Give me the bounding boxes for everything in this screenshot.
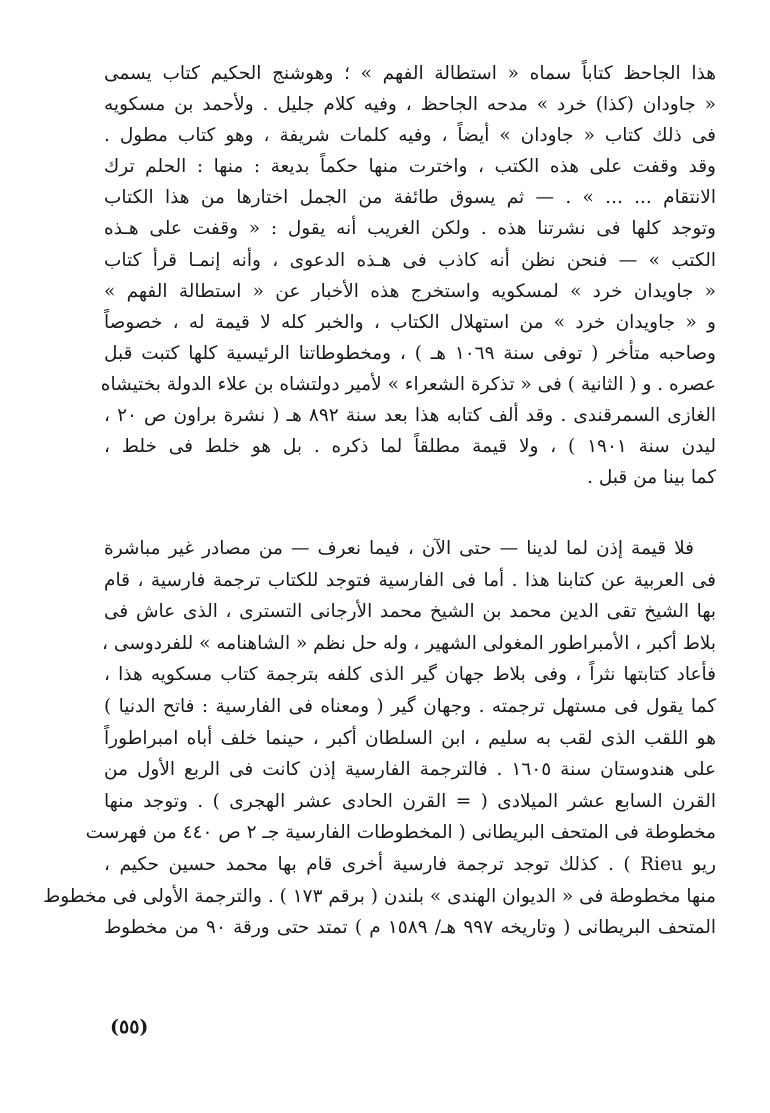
text-line: الانتقام ... ... » . — ثم يسوق طائفة من الجمل اختارها من هذا الكتاب (104, 187, 716, 209)
text-line: وتوجد كلها فى نشرتنا هذه . ولكن الغريب أنه يقول : « وقفت على هـذه (104, 218, 716, 240)
text-line: كما بينا من قبل . (587, 467, 716, 489)
text-line: وصاحبه متأخر ( توفى سنة ١٠٦٩ هـ ) ، ومخطوطاتنا الرئيسية كلها كتبت قبل (104, 342, 716, 364)
text-line: « جاودان (كذا) خرد » مدحه الجاحظ ، وفيه كلام جليل . ولأحمد بن مسكويه (104, 94, 716, 116)
text-line: ريو Rieu ) . كذلك توجد ترجمة فارسية أخرى قام بها محمد حسين حكيم ، (104, 853, 716, 875)
paragraph-2 (43, 533, 716, 944)
text-line: مخطوطة فى المتحف البريطانى ( المخطوطات الفارسية جـ ٢ ص ٤٤٠ من فهرست (85, 822, 716, 844)
text-line: فأعاد كتابتها نثراً ، وفى بلاط جهان گير الذى كلفه بترجمة كتاب مسكويه هذا ، (104, 664, 716, 686)
paragraph-1 (100, 58, 716, 493)
text-line: الكتب » — فنحن نظن أنه كاذب فى هـذه الدعوى ، وأنه إنمـا قرأ كتاب (104, 249, 716, 271)
text-line: على هندوستان سنة ١٦٠٥ . فالترجمة الفارسية إذن كانت فى الربع الأول من (104, 759, 716, 781)
text-line: هو اللقب الذى لقب به سليم ، ابن السلطان أكبر ، حينما خلف أباه امبراطوراً (104, 727, 716, 749)
page-number: (٥٥) (110, 1016, 149, 1038)
text-line: القرن السابع عشر الميلادى ( = القرن الحادى عشر الهجرى ) . وتوجد منها (104, 790, 716, 812)
text-line: المتحف البريطانى ( وتاريخه ٩٩٧ هـ/ ١٥٨٩ م ) تمتد حتى ورقة ٩٠ من مخطوط (104, 917, 716, 939)
text-line: هذا الجاحظ كتاباً سماه « استطالة الفهم » ؛ وهوشنج الحكيم كتاب يسمى (104, 63, 716, 84)
text-line: و « جاويدان خرد » من استهلال الكتاب ، والخبر كله لا قيمة له ، خصوصاً (104, 311, 716, 333)
text-line: وقد وقفت على هذه الكتب ، واخترت منها حكماً بديعة : منها : الحلم ترك (104, 156, 716, 178)
text-line: « جاويدان خرد » لمسكويه واستخرج هذه الأخبار عن « استطالة الفهم » (104, 280, 716, 302)
text-line: ليدن سنة ١٩٠١ ) ، ولا قيمة مطلقاً لما ذكره . بل هو خلط فى خلط ، (104, 436, 716, 458)
text-line: منها مخطوطة فى « الديوان الهندى » بلندن ( برقم ١٧٣ ) . والترجمة الأولى فى مخطوط (43, 885, 716, 907)
text-line: عصره . و ( الثانية ) فى « تذكرة الشعراء » لأمير دولتشاه بن علاء الدولة بختيشاه (100, 373, 716, 395)
text-line: فى العربية عن كتابنا هذا . أما فى الفارسية فتوجد للكتاب ترجمة فارسية ، قام (104, 569, 716, 591)
text-line: فلا قيمة إذن لما لدينا — حتى الآن ، فيما نعرف — من مصادر غير مباشرة (104, 538, 694, 559)
text-line: فى ذلك كتاب « جاودان » أيضاً ، وفيه كلمات شريفة ، وهو كتاب مطول . (104, 125, 716, 147)
text-line: كما يقول فى مستهل ترجمته . وجهان گير ( ومعناه فى الفارسية : فاتح الدنيا ) (104, 695, 716, 717)
text-line: بها الشيخ تقى الدين محمد بن الشيخ محمد الأرجانى التسترى ، الذى عاش فى (104, 601, 716, 623)
text-line: الغازى السمرقندى . وقد ألف كتابه هذا بعد سنة ٨٩٢ هـ ( نشرة براون ص ٢٠ ، (104, 405, 716, 427)
text-line: بلاط أكبر ، الأمبراطور المغولى الشهير ، وله حل نظم « الشاهنامه » للفردوسى ، (102, 632, 716, 654)
